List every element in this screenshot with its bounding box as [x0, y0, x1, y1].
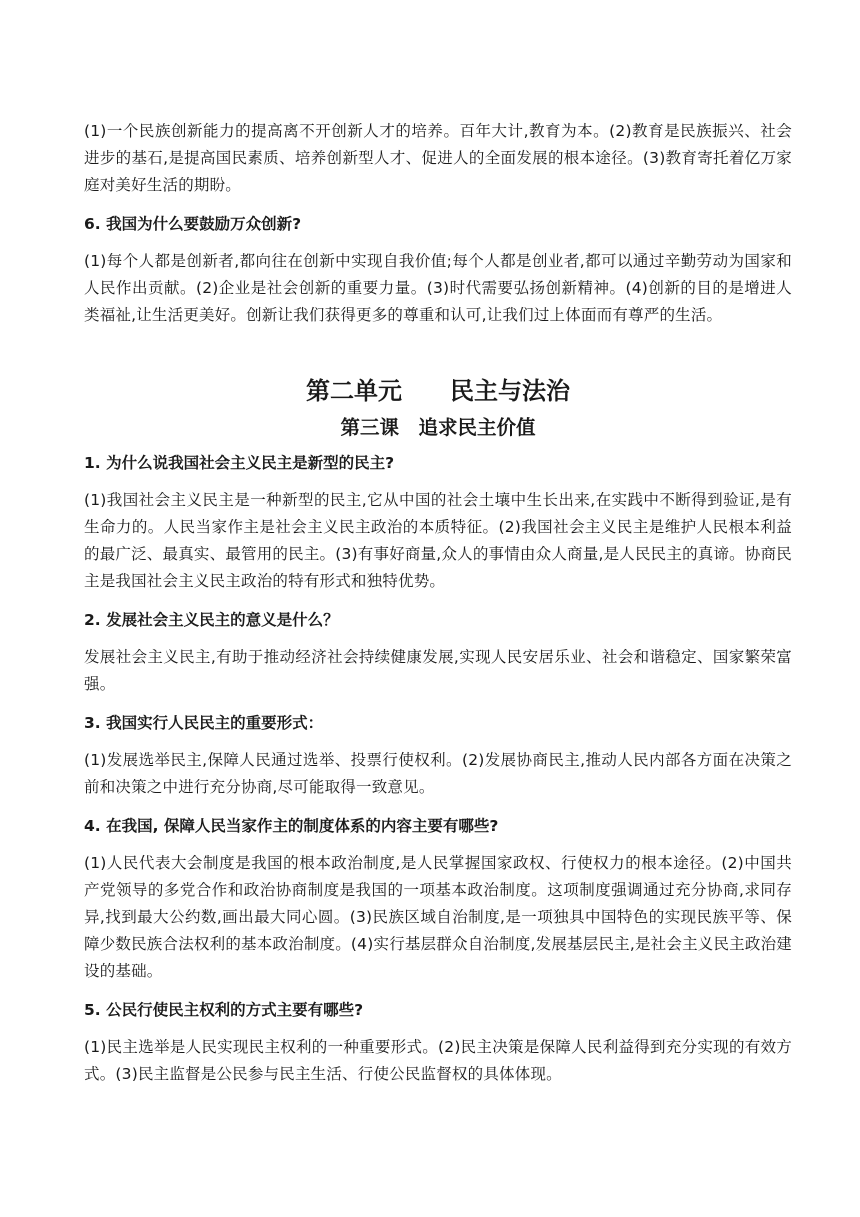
answer-paragraph: (1)发展选举民主,保障人民通过选举、投票行使权利。(2)发展协商民主,推动人民内部各方面在决策之前和决策之中进行充分协商,尽可能取得一致意见。 [84, 751, 792, 796]
question-heading: 1. 为什么说我国社会主义民主是新型的民主? [84, 454, 395, 472]
answer-paragraph: (1)我国社会主义民主是一种新型的民主,它从中国的社会土壤中生长出来,在实践中不断得到验证,是有生命力的。人民当家作主是社会主义民主政治的本质特征。(2)我国社会主义民主是维护人民根本利益的最广泛、最真实、最管用的民主。(3)有事好商量,众人的事情由众人商量,是人民民主的真谛。协商民主是我国社会主义民主政治的特有形式和独特优势。 [84, 491, 792, 590]
question-heading: 3. 我国实行人民民主的重要形式： [84, 714, 324, 732]
answer-paragraph: (1)每个人都是创新者,都向往在创新中实现自我价值;每个人都是创业者,都可以通过辛勤劳动为国家和人民作出贡献。(2)企业是社会创新的重要力量。(3)时代需要弘扬创新精神。(4)创新的目的是增进人类福祉,让生活更美好。创新让我们获得更多的尊重和认可,让我们过上体面而有尊严的生活。 [84, 252, 792, 324]
question-heading: 2. 发展社会主义民主的意义是什么？ [84, 611, 339, 629]
unit-title: 第二单元 民主与法治 [306, 377, 570, 405]
answer-paragraph: (1)人民代表大会制度是我国的根本政治制度,是人民掌握国家政权、行使权力的根本途径。(2)中国共产党领导的多党合作和政治协商制度是我国的一项基本政治制度。这项制度强调通过充分协商,求同存异,找到最大公约数,画出最大同心圆。(3)民族区域自治制度,是一项独具中国特色的实现民族平等、保障少数民族合法权利的基本政治制度。(4)实行基层群众自治制度,发展基层民主,是社会主义民主政治建设的基础。 [84, 854, 792, 980]
lesson-title: 第三课 追求民主价值 [340, 416, 536, 439]
question-heading: 5. 公民行使民主权利的方式主要有哪些? [84, 1001, 364, 1019]
answer-paragraph: (1)民主选举是人民实现民主权利的一种重要形式。(2)民主决策是保障人民利益得到充分实现的有效方式。(3)民主监督是公民参与民主生活、行使公民监督权的具体体现。 [84, 1038, 792, 1083]
answer-paragraph: 发展社会主义民主,有助于推动经济社会持续健康发展,实现人民安居乐业、社会和谐稳定、国家繁荣富强。 [84, 648, 792, 693]
question-heading: 4. 在我国, 保障人民当家作主的制度体系的内容主要有哪些? [84, 817, 499, 835]
answer-paragraph: (1)一个民族创新能力的提高离不开创新人才的培养。百年大计,教育为本。(2)教育是民族振兴、社会进步的基石,是提高国民素质、培养创新型人才、促进人的全面发展的根本途径。(3)教育寄托着亿万家庭对美好生活的期盼。 [84, 122, 792, 194]
document-page [84, 118, 792, 1088]
question-heading: 6. 我国为什么要鼓励万众创新? [84, 215, 302, 233]
